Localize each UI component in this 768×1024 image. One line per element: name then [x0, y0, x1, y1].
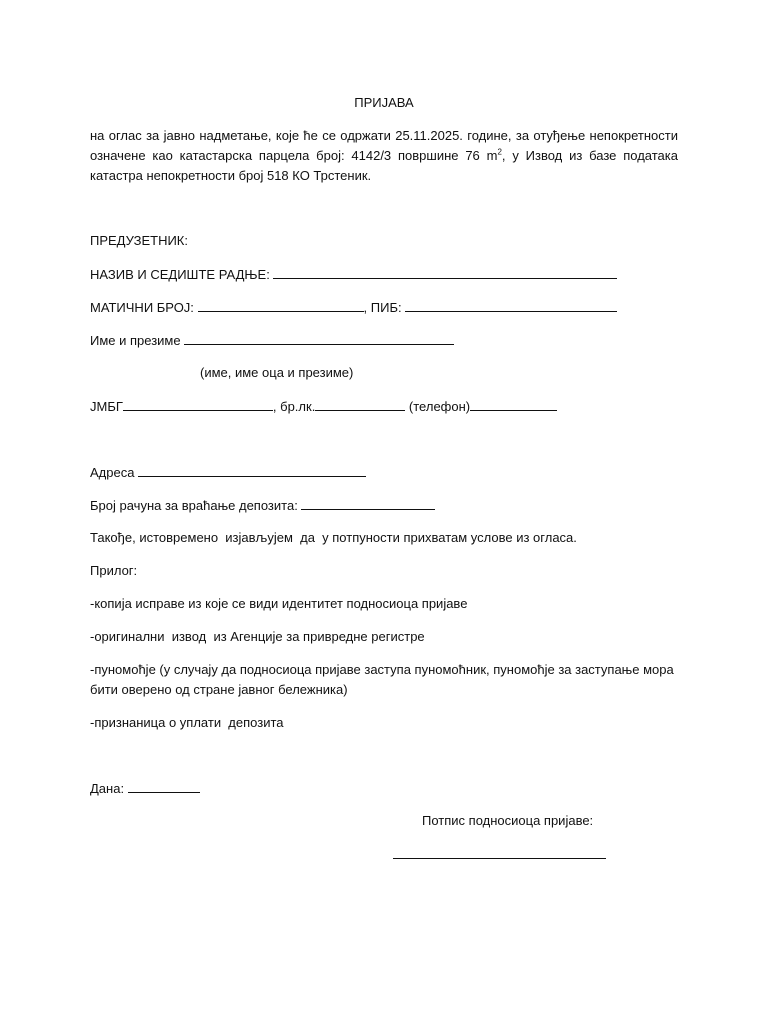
attachment-item: -пуномоћје (у случају да подносиоца пријаве заступа пуномоћник, пуномоћје за заступање мора бити оверено од стране јавног бележника)	[90, 662, 674, 697]
signature-label: Потпис подносиоца пријаве:	[422, 813, 594, 828]
attachment-item: -признаница о уплати депозита	[90, 715, 284, 730]
date-row	[90, 780, 200, 797]
phone-blank[interactable]	[470, 398, 557, 411]
address-label: Адреса	[90, 465, 139, 480]
signature-row	[393, 846, 606, 863]
intro-text-part1: на оглас за јавно надметање, које ће се одржати 25.11.2025. године, за отуђење непокретности означене као катастарска парцела број: 4142/3 површине 76 m	[90, 128, 678, 163]
document-title: ПРИЈАВА	[354, 95, 414, 110]
date-label: Дана:	[90, 781, 128, 796]
entrepreneur-label: ПРЕДУЗЕТНИК:	[90, 233, 188, 248]
jmbg-row	[90, 398, 557, 415]
pib-blank[interactable]	[405, 299, 617, 312]
attachment-item: -оригинални извод из Агенције за привредне регистре	[90, 629, 425, 644]
pib-label: , ПИБ:	[363, 300, 406, 315]
id-card-blank[interactable]	[315, 398, 405, 411]
deposit-account-row	[90, 497, 435, 514]
acceptance-statement: Такође, истовремено изјављујем да у потпуности прихватам услове из огласа.	[90, 530, 577, 545]
registration-number-blank[interactable]	[198, 299, 364, 312]
address-blank[interactable]	[138, 464, 366, 477]
registration-row	[90, 299, 617, 316]
business-name-row	[90, 266, 617, 283]
full-name-blank[interactable]	[184, 332, 454, 345]
deposit-account-blank[interactable]	[301, 497, 435, 510]
deposit-account-label: Број рачуна за враћање депозита:	[90, 498, 302, 513]
full-name-label: Име и презиме	[90, 333, 185, 348]
attachment-item: -копија исправе из које се види идентитет подносиоца пријаве	[90, 596, 468, 611]
jmbg-blank[interactable]	[123, 398, 273, 411]
jmbg-label: ЈМБГ	[90, 399, 123, 414]
full-name-row	[90, 332, 454, 349]
id-card-label: , бр.лк.	[272, 399, 316, 414]
intro-paragraph	[90, 126, 678, 186]
phone-label: (телефон)	[405, 399, 471, 414]
attachments-label: Прилог:	[90, 563, 138, 578]
date-blank[interactable]	[128, 780, 200, 793]
business-name-label: НАЗИВ И СЕДИШТЕ РАДЊЕ:	[90, 267, 274, 282]
intro-superscript: 2	[497, 147, 502, 157]
business-name-blank[interactable]	[273, 266, 617, 279]
intro-text-part2: , у Извод из базе података катастра непокретности број 518 КО Трстеник.	[90, 148, 678, 183]
registration-number-label: МАТИЧНИ БРОЈ:	[90, 300, 198, 315]
signature-blank[interactable]	[393, 846, 606, 859]
address-row	[90, 464, 366, 481]
full-name-hint: (име, име оца и презиме)	[200, 365, 354, 380]
